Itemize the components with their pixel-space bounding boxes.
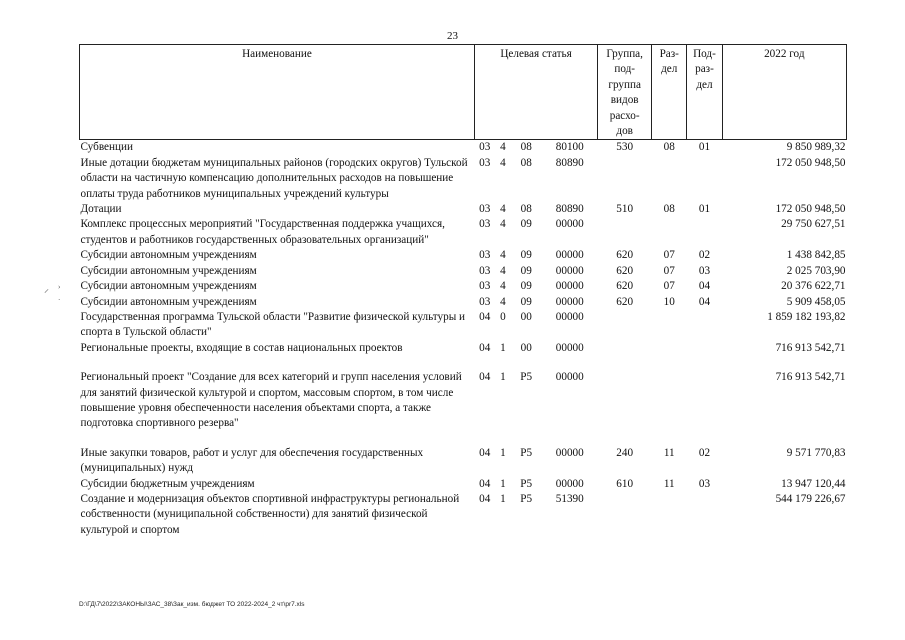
row-section — [652, 370, 687, 432]
table-row — [80, 477, 847, 492]
row-group: 610 — [616, 477, 634, 490]
row-subsection: 01 — [698, 203, 711, 216]
row-code-a: 03 — [479, 264, 491, 277]
row-group — [598, 310, 652, 341]
row-section — [652, 341, 687, 356]
budget-table — [79, 44, 847, 538]
table-row — [80, 248, 847, 263]
row-subsection — [687, 370, 722, 432]
row-group — [598, 341, 652, 356]
row-spacer-cell — [80, 432, 847, 446]
margin-mark: ⸝ — [44, 284, 49, 295]
row-code-d: 80890 — [555, 156, 584, 169]
row-name: Субсидии автономным учреждениям — [80, 295, 257, 308]
row-code-b: 4 — [500, 156, 506, 169]
row-code-b: 4 — [500, 249, 506, 262]
row-code-d: 00000 — [555, 341, 584, 354]
header-subsection: Под- раз- дел — [687, 45, 722, 140]
row-amount: 9 571 770,83 — [786, 446, 846, 459]
row-code-c: 09 — [520, 280, 532, 293]
row-group — [598, 492, 652, 538]
row-name: Субвенции — [80, 141, 133, 154]
row-section: 10 — [663, 295, 675, 308]
row-amount: 544 179 226,67 — [775, 492, 846, 505]
row-amount: 5 909 458,05 — [786, 295, 846, 308]
row-amount: 1 859 182 193,82 — [767, 310, 846, 323]
row-code-a: 03 — [479, 203, 491, 216]
row-subsection — [687, 310, 722, 341]
row-subsection: 04 — [698, 280, 711, 293]
row-name: Дотации — [80, 203, 122, 216]
row-code-c: 08 — [520, 203, 532, 216]
row-code-a: 04 — [479, 492, 491, 505]
row-subsection — [687, 156, 722, 202]
margin-mark: › — [58, 283, 61, 291]
row-amount: 716 913 542,71 — [775, 371, 846, 384]
table-body — [80, 140, 847, 538]
row-code-d: 00000 — [555, 249, 584, 262]
row-group: 620 — [616, 264, 634, 277]
row-spacer — [80, 356, 847, 370]
row-subsection: 03 — [698, 264, 711, 277]
row-code-c: 00 — [520, 341, 532, 354]
row-group: 620 — [616, 249, 634, 262]
row-code-b: 4 — [500, 218, 506, 231]
row-code-c: P5 — [520, 446, 533, 459]
table-header — [80, 45, 847, 140]
row-subsection — [687, 217, 722, 248]
row-code-a: 03 — [479, 141, 491, 154]
header-group: Группа, под- группа видов расхо- дов — [598, 45, 652, 140]
table-row — [80, 446, 847, 477]
row-group: 240 — [616, 446, 634, 459]
header-target: Целевая статья — [474, 45, 597, 140]
row-section — [652, 156, 687, 202]
row-name: Государственная программа Тульской области "Развитие физической культуры и спорта в Тульской области" — [80, 310, 466, 339]
row-spacer — [80, 432, 847, 446]
header-name: Наименование — [80, 45, 475, 140]
row-code-c: 09 — [520, 264, 532, 277]
row-code-d: 00000 — [555, 218, 584, 231]
table-row — [80, 264, 847, 279]
row-name: Иные дотации бюджетам муниципальных районов (городских округов) Тульской области на частичную компенсацию дополнительных расходов на повышение оплаты труда работников муниципальных учреждений культуры — [80, 156, 468, 200]
row-code-b: 1 — [500, 492, 506, 505]
row-amount: 9 850 989,32 — [786, 141, 846, 154]
row-code-b: 4 — [500, 203, 506, 216]
row-amount: 29 750 627,51 — [781, 218, 846, 231]
row-spacer-cell — [80, 356, 847, 370]
header-year: 2022 год — [722, 45, 846, 140]
row-code-d: 00000 — [555, 477, 584, 490]
row-code-a: 04 — [479, 477, 491, 490]
row-code-c: 08 — [520, 141, 532, 154]
row-code-d: 00000 — [555, 310, 584, 323]
row-subsection — [687, 492, 722, 538]
row-amount: 1 438 842,85 — [786, 249, 846, 262]
row-amount: 716 913 542,71 — [775, 341, 846, 354]
row-section: 11 — [663, 477, 675, 490]
row-code-a: 03 — [479, 295, 491, 308]
table-row — [80, 217, 847, 248]
table-row — [80, 279, 847, 294]
table-row — [80, 295, 847, 310]
table-row — [80, 202, 847, 217]
row-code-d: 51390 — [555, 492, 584, 505]
row-subsection — [687, 341, 722, 356]
row-code-d: 00000 — [555, 280, 584, 293]
row-code-d: 00000 — [555, 295, 584, 308]
row-section: 07 — [663, 264, 675, 277]
row-name: Иные закупки товаров, работ и услуг для обеспечения государственных (муниципальных) нужд — [80, 446, 424, 475]
row-subsection: 02 — [698, 446, 711, 459]
row-code-d: 80890 — [555, 203, 584, 216]
file-path-footer: D:\ГД\7\2022\ЗАКОНЫ\ЗАС_38\Зак_изм. бюджет ТО 2022-2024_2 чт\pr7.xls — [79, 601, 305, 608]
row-section — [652, 217, 687, 248]
row-code-d: 00000 — [555, 264, 584, 277]
row-name: Региональные проекты, входящие в состав национальных проектов — [80, 341, 403, 354]
row-group — [598, 217, 652, 248]
row-section: 11 — [663, 446, 675, 459]
row-amount: 172 050 948,50 — [775, 203, 846, 216]
row-code-b: 0 — [500, 310, 506, 323]
row-code-c: 08 — [520, 156, 532, 169]
row-subsection: 04 — [698, 295, 711, 308]
row-name: Субсидии автономным учреждениям — [80, 280, 257, 293]
row-group: 620 — [616, 280, 634, 293]
header-section: Раз- дел — [652, 45, 687, 140]
row-section: 07 — [663, 249, 675, 262]
row-code-d: 00000 — [555, 371, 584, 384]
row-group: 510 — [616, 203, 634, 216]
row-code-c: P5 — [520, 371, 533, 384]
row-code-b: 4 — [500, 280, 506, 293]
row-code-c: 09 — [520, 295, 532, 308]
row-amount: 2 025 703,90 — [786, 264, 846, 277]
row-code-a: 03 — [479, 280, 491, 293]
row-code-b: 1 — [500, 341, 506, 354]
row-code-a: 03 — [479, 249, 491, 262]
row-code-b: 1 — [500, 446, 506, 459]
row-code-c: 09 — [520, 218, 532, 231]
table-row — [80, 492, 847, 538]
row-subsection: 02 — [698, 249, 711, 262]
row-code-b: 4 — [500, 141, 506, 154]
row-code-a: 04 — [479, 310, 491, 323]
row-code-a: 03 — [479, 156, 491, 169]
row-group — [598, 370, 652, 432]
row-code-a: 03 — [479, 218, 491, 231]
table-row — [80, 370, 847, 432]
row-code-c: 00 — [520, 310, 532, 323]
row-subsection: 03 — [698, 477, 711, 490]
row-code-a: 04 — [479, 446, 491, 459]
row-section — [652, 310, 687, 341]
table-row — [80, 140, 847, 156]
table-row — [80, 310, 847, 341]
table-row — [80, 341, 847, 356]
row-name: Создание и модернизация объектов спортивной инфраструктуры региональной собственности (муниципальной собственности) для занятий физической культурой и спортом — [80, 492, 460, 536]
row-section: 08 — [663, 203, 675, 216]
page-number: 23 — [447, 30, 458, 42]
row-code-b: 4 — [500, 264, 506, 277]
row-name: Субсидии бюджетным учреждениям — [80, 477, 255, 490]
row-code-c: P5 — [520, 477, 533, 490]
row-section: 07 — [663, 280, 675, 293]
row-code-b: 1 — [500, 371, 506, 384]
row-code-a: 04 — [479, 341, 491, 354]
row-group: 530 — [616, 141, 634, 154]
margin-mark: · — [58, 296, 61, 304]
row-code-b: 4 — [500, 295, 506, 308]
row-amount: 20 376 622,71 — [781, 280, 846, 293]
row-code-c: 09 — [520, 249, 532, 262]
table-row — [80, 156, 847, 202]
row-code-a: 04 — [479, 371, 491, 384]
row-code-c: P5 — [520, 492, 533, 505]
row-name: Региональный проект "Создание для всех категорий и групп населения условий для занятий физической культурой и спортом, массовым спортом, в том числе повышение уровня обеспеченности населения объектами спорта, а также подготовка спортивного резерва" — [80, 371, 462, 430]
row-code-d: 80100 — [555, 141, 584, 154]
row-section — [652, 492, 687, 538]
row-name: Комплекс процессных мероприятий "Государственная поддержка учащихся, студентов и работников государственных образовательных организаций" — [80, 218, 445, 246]
row-group — [598, 156, 652, 202]
row-name: Субсидии автономным учреждениям — [80, 264, 257, 277]
row-amount: 13 947 120,44 — [781, 477, 846, 490]
row-code-b: 1 — [500, 477, 506, 490]
row-section: 08 — [663, 141, 675, 154]
row-name: Субсидии автономным учреждениям — [80, 249, 257, 262]
row-subsection: 01 — [698, 141, 711, 154]
row-code-d: 00000 — [555, 446, 584, 459]
row-group: 620 — [616, 295, 634, 308]
row-amount: 172 050 948,50 — [775, 156, 846, 169]
